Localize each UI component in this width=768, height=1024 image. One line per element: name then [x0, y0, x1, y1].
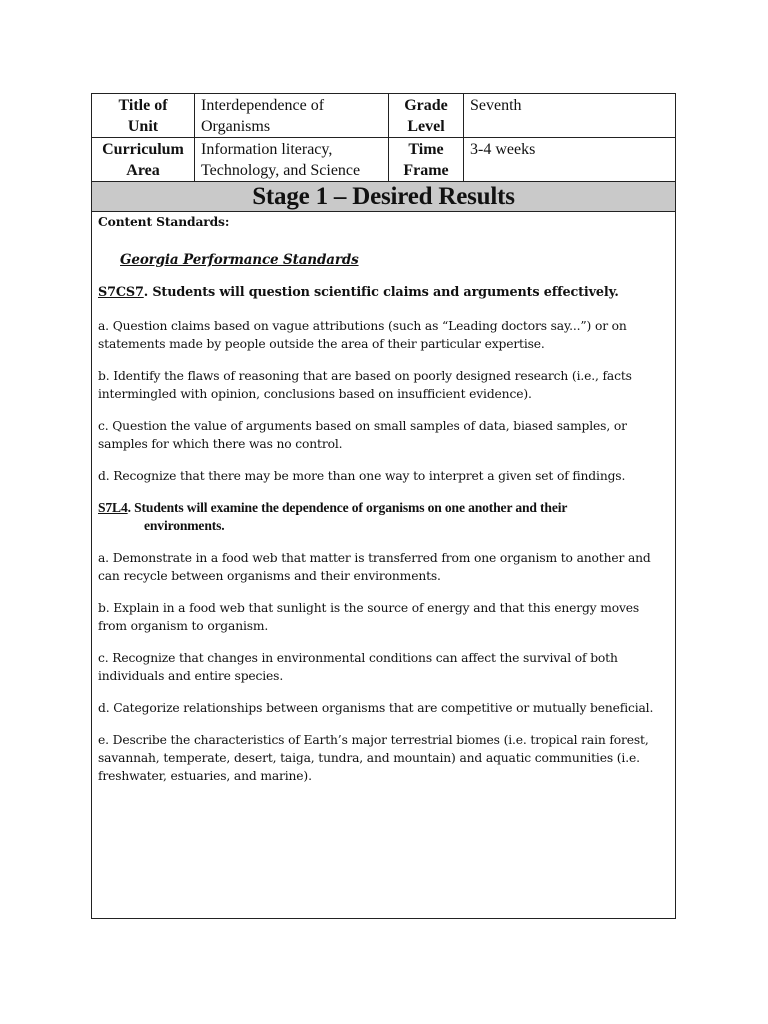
grade-level-value: [464, 94, 676, 138]
curriculum-value-line: Technology, and Science: [201, 162, 361, 179]
title-row: [92, 94, 676, 138]
grade-label-line: Level: [407, 118, 445, 135]
grade-value-text: Seventh: [470, 97, 522, 114]
content-standards-label: Content Standards:: [98, 214, 230, 229]
grade-label-line: Grade: [404, 97, 448, 114]
standard-code: S7L4: [98, 500, 128, 515]
standard-title-continued: environments.: [144, 518, 225, 533]
standard-item: e. Describe the characteristics of Earth’s major terrestrial biomes (i.e. tropical rain forest, savannah, temperate, desert, taiga, tundra, and mountain) and aquatic communities (i.e. freshwater, estuaries, and marine).: [98, 733, 649, 783]
content-row: [92, 212, 676, 919]
time-frame-value: [464, 138, 676, 182]
title-of-unit-label: [92, 94, 195, 138]
time-frame-label: [389, 138, 464, 182]
standard-item: b. Explain in a food web that sunlight is the source of energy and that this energy moves from organism to organism.: [98, 601, 640, 633]
unit-plan-table: [91, 93, 676, 919]
time-value-text: 3-4 weeks: [470, 141, 536, 158]
standard-item: a. Demonstrate in a food web that matter is transferred from one organism to another and can recycle between organisms and their environments.: [98, 551, 651, 583]
curriculum-area-label: [92, 138, 195, 182]
content-cell: [92, 212, 676, 919]
content-standards-section: [92, 212, 675, 785]
title-value-line: Interdependence of: [201, 97, 325, 114]
curriculum-value-line: Information literacy,: [201, 141, 333, 158]
gps-heading: Georgia Performance Standards: [120, 252, 359, 268]
title-label-line: Unit: [127, 118, 159, 135]
standard-title: . Students will question scientific claims and arguments effectively.: [143, 285, 619, 300]
stage-banner-row: [92, 182, 676, 212]
standard-item: d. Recognize that there may be more than one way to interpret a given set of findings.: [98, 469, 626, 483]
standard-code: S7CS7: [98, 285, 144, 300]
standard-item: a. Question claims based on vague attributions (such as “Leading doctors say...”) or on statements made by people outside the area of their particular expertise.: [98, 319, 627, 351]
curriculum-label-line: Curriculum: [102, 141, 184, 158]
standard-title: . Students will examine the dependence of organisms on one another and their: [127, 500, 568, 515]
standard-heading-s7cs7: [98, 284, 669, 302]
stage-title: Stage 1 – Desired Results: [92, 182, 676, 212]
standard-item: b. Identify the flaws of reasoning that are based on poorly designed research (i.e., facts intermingled with opinion, conclusions based on insufficient evidence).: [98, 369, 632, 401]
standard-heading-s7l4: [98, 499, 669, 535]
standard-item: c. Recognize that changes in environmental conditions can affect the survival of both individuals and entire species.: [98, 651, 618, 683]
standard-item: c. Question the value of arguments based on small samples of data, biased samples, or samples for which there was no control.: [98, 419, 627, 451]
standard-item: d. Categorize relationships between organisms that are competitive or mutually beneficial.: [98, 701, 654, 715]
curriculum-row: [92, 138, 676, 182]
title-label-line: Title of: [118, 97, 168, 114]
title-value-line: Organisms: [201, 118, 271, 135]
grade-level-label: [389, 94, 464, 138]
time-label-line: Frame: [403, 162, 449, 179]
time-label-line: Time: [408, 141, 444, 158]
curriculum-label-line: Area: [126, 162, 160, 179]
title-of-unit-value: [195, 94, 389, 138]
curriculum-area-value: [195, 138, 389, 182]
